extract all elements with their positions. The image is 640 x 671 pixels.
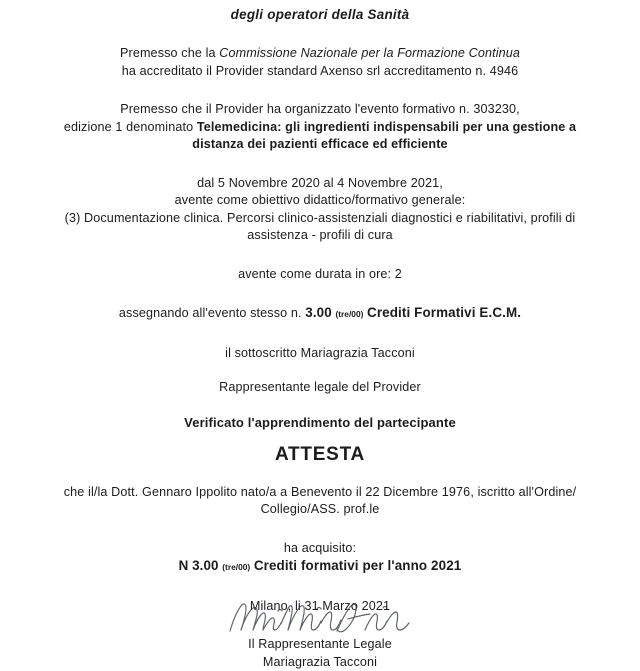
credits-assigned-line	[34, 304, 606, 324]
spacer-after-place-date	[34, 615, 606, 636]
spacer-after-event	[34, 154, 606, 175]
spacer-after-participant	[34, 519, 606, 540]
objective-line-1: (3) Documentazione clinica. Percorsi clinico-assistenziali diagnostici e riabilitativi, profili di	[34, 210, 606, 228]
spacer-after-undersigned	[34, 362, 606, 379]
credits-assigned-prefix: assegnando all'evento stesso n.	[119, 306, 302, 320]
spacer-after-role	[34, 397, 606, 414]
acquired-label: ha acquisito:	[34, 540, 606, 558]
attesta-heading: ATTESTA	[34, 443, 606, 467]
accreditation-intro-text: Premesso che la	[120, 46, 219, 60]
credits-assigned-amount: 3.00	[305, 305, 332, 320]
acquired-words: (tre/00)	[222, 562, 250, 572]
page-title: degli operatori della Sanità	[34, 6, 606, 24]
signatory-role-line: Rappresentante legale del Provider	[34, 379, 606, 397]
spacer-after-accreditation	[34, 80, 606, 101]
closing-name-line: Mariagrazia Tacconi	[34, 654, 606, 671]
acquired-prefix: N	[179, 558, 189, 573]
acquired-suffix: Crediti formativi per l'anno 2021	[254, 558, 462, 573]
event-title-part-1: Telemedicina: gli ingredienti indispensabili per una gestione a	[197, 120, 576, 134]
spacer-after-title	[34, 24, 606, 45]
spacer-after-credits	[34, 324, 606, 345]
accreditation-line-2: ha accreditato il Provider standard Axenso srl accreditamento n. 4946	[34, 63, 606, 81]
objective-line-2: assistenza - profili di cura	[34, 227, 606, 245]
duration-line: avente come durata in ore: 2	[34, 266, 606, 284]
spacer-after-objective	[34, 245, 606, 266]
event-edition-prefix: edizione 1 denominato	[64, 120, 197, 134]
event-period-dates: dal 5 Novembre 2020 al 4 Novembre 2021,	[34, 175, 606, 193]
place-date-line: Milano, li 31 Marzo 2021	[34, 598, 606, 616]
spacer-after-verification	[34, 432, 606, 443]
closing-role-line: Il Rappresentante Legale	[34, 636, 606, 654]
objective-label: avente come obiettivo didattico/formativo generale:	[34, 192, 606, 210]
spacer-after-acquired	[34, 577, 606, 598]
commissione-nazionale-name: Commissione Nazionale per la Formazione Continua	[219, 46, 520, 60]
undersigned-line: il sottoscritto Mariagrazia Tacconi	[34, 345, 606, 363]
spacer-after-attesta	[34, 467, 606, 484]
credits-assigned-suffix: Crediti Formativi E.C.M.	[367, 305, 521, 320]
event-intro-line: Premesso che il Provider ha organizzato l'evento formativo n. 303230,	[34, 101, 606, 119]
event-edition-line	[34, 119, 606, 137]
acquired-amount: 3.00	[192, 558, 219, 573]
credits-assigned-words: (tre/00)	[335, 309, 363, 319]
participant-line-1: che il/la Dott. Gennaro Ippolito nato/a a Benevento il 22 Dicembre 1976, iscritto all'Ordine/	[34, 484, 606, 502]
verification-line: Verificato l'apprendimento del partecipante	[34, 414, 606, 432]
participant-line-2: Collegio/ASS. prof.le	[34, 501, 606, 519]
spacer-after-duration	[34, 283, 606, 304]
event-title-part-2: distanza dei pazienti efficace ed efficiente	[34, 136, 606, 154]
acquired-credits-line	[34, 557, 606, 577]
accreditation-line-1	[34, 45, 606, 63]
